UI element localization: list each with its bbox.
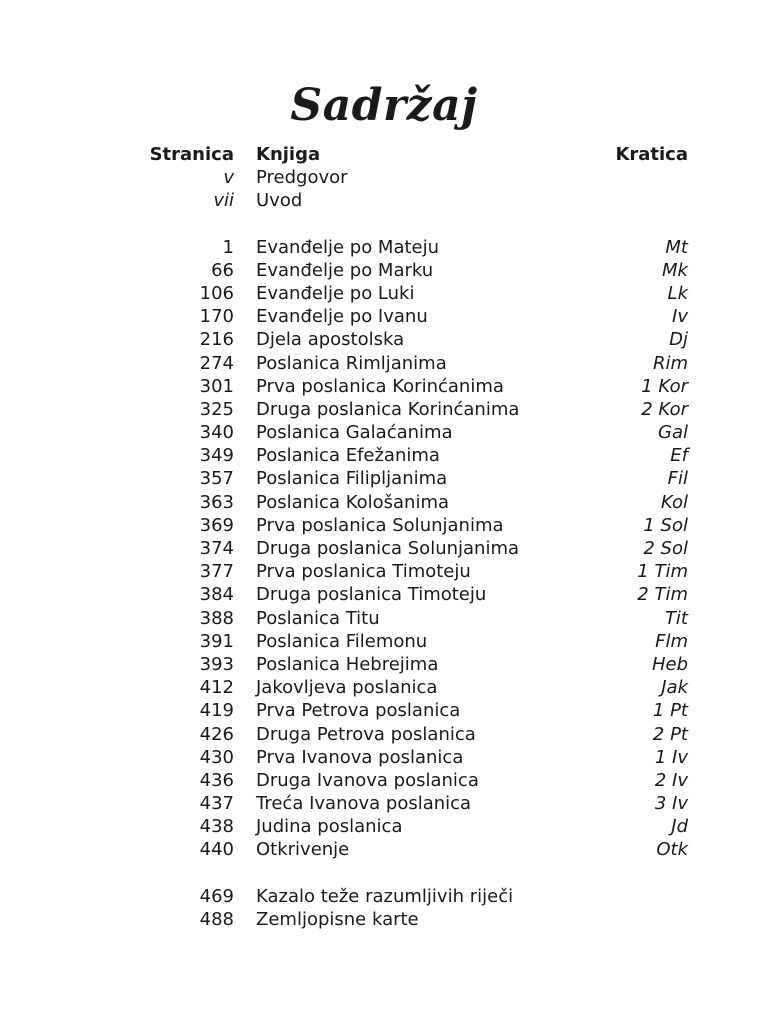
toc-entry[interactable]	[128, 491, 688, 514]
toc-entry[interactable]	[128, 653, 688, 676]
toc-entry-abbr: Heb	[651, 653, 688, 675]
toc-entry-abbr: Mk	[662, 259, 688, 281]
toc-entry-abbr: Jd	[671, 816, 688, 838]
toc-entry-page: 374	[199, 538, 234, 559]
toc-entry-page: 325	[199, 398, 234, 420]
toc-entry-book: Prva Petrova poslanica	[256, 700, 461, 722]
toc-entry-page: 391	[199, 630, 234, 652]
column-header-abbr: Kratica	[615, 144, 688, 165]
toc-entry-page: 357	[199, 468, 234, 490]
toc-entry-page: 437	[199, 793, 234, 815]
toc-entry-book: Poslanica Kološanima	[256, 491, 450, 513]
toc-entry-book: Judina poslanica	[256, 816, 403, 838]
toc-entry-book: Prva poslanica Korinćanima	[256, 375, 504, 397]
toc-entry[interactable]	[128, 908, 688, 931]
toc-entry-book: Poslanica Filipljanima	[256, 468, 448, 490]
toc-entry-abbr: Kol	[660, 491, 688, 513]
toc-entry-page: 384	[199, 584, 234, 606]
toc-entry-abbr: 2 Pt	[652, 723, 688, 745]
toc-entry[interactable]	[128, 746, 688, 769]
toc-entry-page: 369	[199, 514, 234, 536]
toc-entry-page: 274	[199, 352, 234, 374]
toc-entry-abbr: Jak	[661, 677, 688, 699]
toc-entry-page: 430	[199, 746, 234, 768]
toc-entry-book: Evanđelje po Mateju	[256, 236, 440, 258]
toc-entry[interactable]	[128, 838, 688, 861]
toc-entry-page: 340	[199, 422, 234, 444]
toc-entry-abbr: Ef	[670, 445, 688, 467]
toc-entry-book: Poslanica Titu	[256, 607, 380, 629]
toc-entry-book: Evanđelje po Ivanu	[256, 306, 428, 328]
toc-entry[interactable]	[128, 699, 688, 722]
toc-entry-abbr	[558, 908, 688, 931]
toc-entry-page: 488	[199, 908, 234, 930]
toc-entry-page: 66	[211, 259, 234, 281]
toc-entry-abbr: 1 Iv	[654, 746, 688, 768]
toc-entry-book: Poslanica Filemonu	[256, 630, 428, 652]
toc-entry[interactable]	[128, 630, 688, 653]
toc-entry-book: Druga Petrova poslanica	[256, 723, 476, 745]
toc-entry-abbr: Flm	[655, 630, 688, 652]
toc-entry-page: 438	[199, 816, 234, 838]
toc-entry-book: Prva Ivanova poslanica	[256, 746, 464, 768]
toc-entry-page: 419	[199, 700, 234, 722]
toc-entry-page: vii	[213, 190, 234, 212]
toc-entry-book: Kazalo teže razumljivih riječi	[256, 885, 514, 907]
toc-entry[interactable]	[128, 583, 688, 606]
toc-entry-book: Uvod	[256, 190, 303, 212]
toc-entry-page: 412	[199, 677, 234, 699]
toc-entry[interactable]	[128, 792, 688, 815]
toc-entry-book: Prva poslanica Solunjanima	[256, 514, 504, 536]
toc-entry[interactable]	[128, 352, 688, 375]
toc-entry[interactable]	[128, 421, 688, 444]
toc-entry-page: 170	[199, 306, 234, 328]
toc-entry[interactable]	[128, 328, 688, 351]
toc-entry-page: 388	[199, 607, 234, 629]
toc-entry-abbr: 2 Tim	[637, 584, 688, 606]
toc-entry-abbr: Mt	[665, 236, 688, 258]
books-list	[128, 236, 688, 862]
toc-entry-abbr	[558, 166, 688, 189]
toc-entry-book: Druga Ivanova poslanica	[256, 769, 479, 791]
toc-entry-abbr: 1 Kor	[641, 375, 688, 397]
toc-entry-book: Druga poslanica Solunjanima	[256, 538, 520, 559]
toc-entry-abbr: 2 Kor	[641, 398, 688, 420]
spacer	[128, 213, 688, 236]
toc-entry-page: 301	[199, 375, 234, 397]
toc-entry-page: 377	[199, 561, 234, 583]
toc-entry-abbr: Otk	[656, 839, 688, 861]
toc-entry-abbr: Dj	[669, 329, 688, 351]
toc-entry-page: 440	[199, 839, 234, 861]
toc-entry[interactable]	[128, 189, 688, 212]
toc-entry-book: Djela apostolska	[256, 329, 405, 351]
toc-entry-book: Poslanica Hebrejima	[256, 653, 439, 675]
toc-entry-book: Poslanica Rimljanima	[256, 352, 447, 374]
toc-entry-page: 349	[199, 445, 234, 467]
toc-entry-book: Zemljopisne karte	[256, 908, 419, 930]
back-matter-list	[128, 885, 688, 931]
toc-entry-abbr: Tit	[664, 607, 688, 629]
toc-entry[interactable]	[128, 375, 688, 398]
toc-entry[interactable]	[128, 259, 688, 282]
toc-entry[interactable]	[128, 467, 688, 490]
toc-entry-abbr: Iv	[672, 306, 688, 328]
toc-entry-abbr: Gal	[658, 422, 688, 444]
toc-entry-abbr: Rim	[652, 352, 688, 374]
toc-entry[interactable]	[128, 815, 688, 838]
toc-entry-abbr: 3 Iv	[654, 793, 688, 815]
toc-entry[interactable]	[128, 723, 688, 746]
toc-entry-abbr	[558, 885, 688, 908]
toc-entry-book: Jakovljeva poslanica	[256, 677, 438, 699]
toc-entry-book: Evanđelje po Marku	[256, 259, 434, 281]
toc-entry-page: 216	[199, 329, 234, 351]
toc-entry-page: 436	[199, 769, 234, 791]
toc-entry[interactable]	[128, 537, 688, 560]
toc-entry-book: Druga poslanica Timoteju	[256, 584, 487, 606]
toc-entry-abbr: 2 Iv	[654, 769, 688, 791]
toc-entry-page: 426	[199, 723, 234, 745]
toc-entry-abbr: 1 Sol	[643, 514, 688, 536]
toc-entry[interactable]	[128, 398, 688, 421]
toc-entry[interactable]	[128, 607, 688, 630]
front-matter-list	[128, 166, 688, 212]
toc-entry[interactable]	[128, 769, 688, 792]
toc-entry[interactable]	[128, 560, 688, 583]
toc-entry-book: Poslanica Galaćanima	[256, 422, 453, 444]
toc-entry-abbr: Lk	[667, 282, 688, 304]
toc-entry-abbr	[558, 189, 688, 212]
toc-entry-page: v	[223, 167, 234, 189]
toc-entry[interactable]	[128, 236, 688, 259]
toc-entry[interactable]	[128, 514, 688, 537]
table-of-contents	[128, 143, 688, 931]
toc-entry-abbr: Fil	[667, 468, 688, 490]
toc-entry[interactable]	[128, 676, 688, 699]
toc-entry-abbr: 1 Pt	[652, 700, 688, 722]
toc-header-row	[128, 143, 688, 166]
toc-entry-page: 106	[199, 282, 234, 304]
toc-entry-page: 393	[199, 653, 234, 675]
toc-entry[interactable]	[128, 166, 688, 189]
column-header-book: Knjiga	[256, 144, 321, 165]
toc-entry-abbr: 1 Tim	[637, 561, 688, 583]
toc-entry-book: Druga poslanica Korinćanima	[256, 398, 520, 420]
toc-entry-book: Treća Ivanova poslanica	[256, 793, 472, 815]
toc-entry-book: Otkrivenje	[256, 839, 350, 861]
toc-entry-page: 1	[222, 236, 234, 258]
toc-entry-book: Predgovor	[256, 167, 348, 189]
toc-entry[interactable]	[128, 444, 688, 467]
toc-entry[interactable]	[128, 305, 688, 328]
toc-entry-page: 363	[199, 491, 234, 513]
spacer	[128, 862, 688, 885]
toc-entry-page: 469	[199, 885, 234, 907]
toc-entry-book: Poslanica Efežanima	[256, 445, 440, 467]
page-title: Sadržaj	[290, 80, 478, 131]
toc-entry-book: Prva poslanica Timoteju	[256, 561, 471, 583]
toc-entry[interactable]	[128, 282, 688, 305]
toc-entry-abbr: 2 Sol	[643, 538, 688, 559]
column-header-page: Stranica	[149, 144, 234, 165]
toc-entry[interactable]	[128, 885, 688, 908]
toc-entry-book: Evanđelje po Luki	[256, 282, 415, 304]
